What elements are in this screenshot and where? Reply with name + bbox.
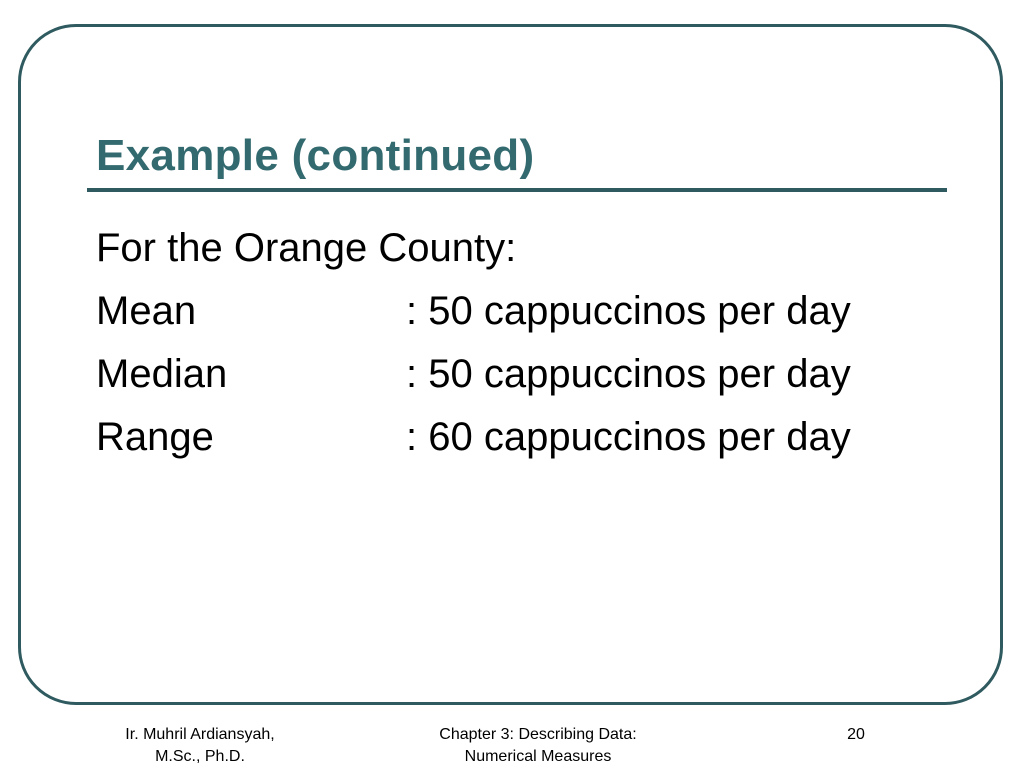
stat-label-range: Range — [96, 415, 214, 459]
intro-line — [96, 220, 956, 283]
stat-row-range — [96, 409, 956, 472]
title-divider — [87, 188, 947, 192]
stat-row-median — [96, 346, 956, 409]
stat-label-median: Median — [96, 352, 228, 396]
stat-value-mean: : 50 cappuccinos per day — [406, 289, 851, 333]
stat-label-mean: Mean — [96, 289, 197, 333]
stat-value-range: : 60 cappuccinos per day — [406, 415, 851, 459]
footer-author-line1: Ir. Muhril Ardiansyah, — [125, 726, 275, 743]
slide-title: Example (continued) — [96, 131, 535, 180]
intro-text: For the Orange County: — [96, 226, 517, 270]
stat-row-mean — [96, 283, 956, 346]
page-number: 20 — [847, 726, 865, 743]
footer-chapter-line2: Numerical Measures — [464, 748, 612, 765]
footer-author-line2: M.Sc., Ph.D. — [155, 748, 245, 765]
footer-chapter-line1: Chapter 3: Describing Data: — [439, 726, 637, 743]
stat-value-median: : 50 cappuccinos per day — [406, 352, 851, 396]
footer-chapter — [400, 724, 676, 768]
footer-author — [100, 724, 300, 768]
slide-body — [96, 220, 956, 472]
